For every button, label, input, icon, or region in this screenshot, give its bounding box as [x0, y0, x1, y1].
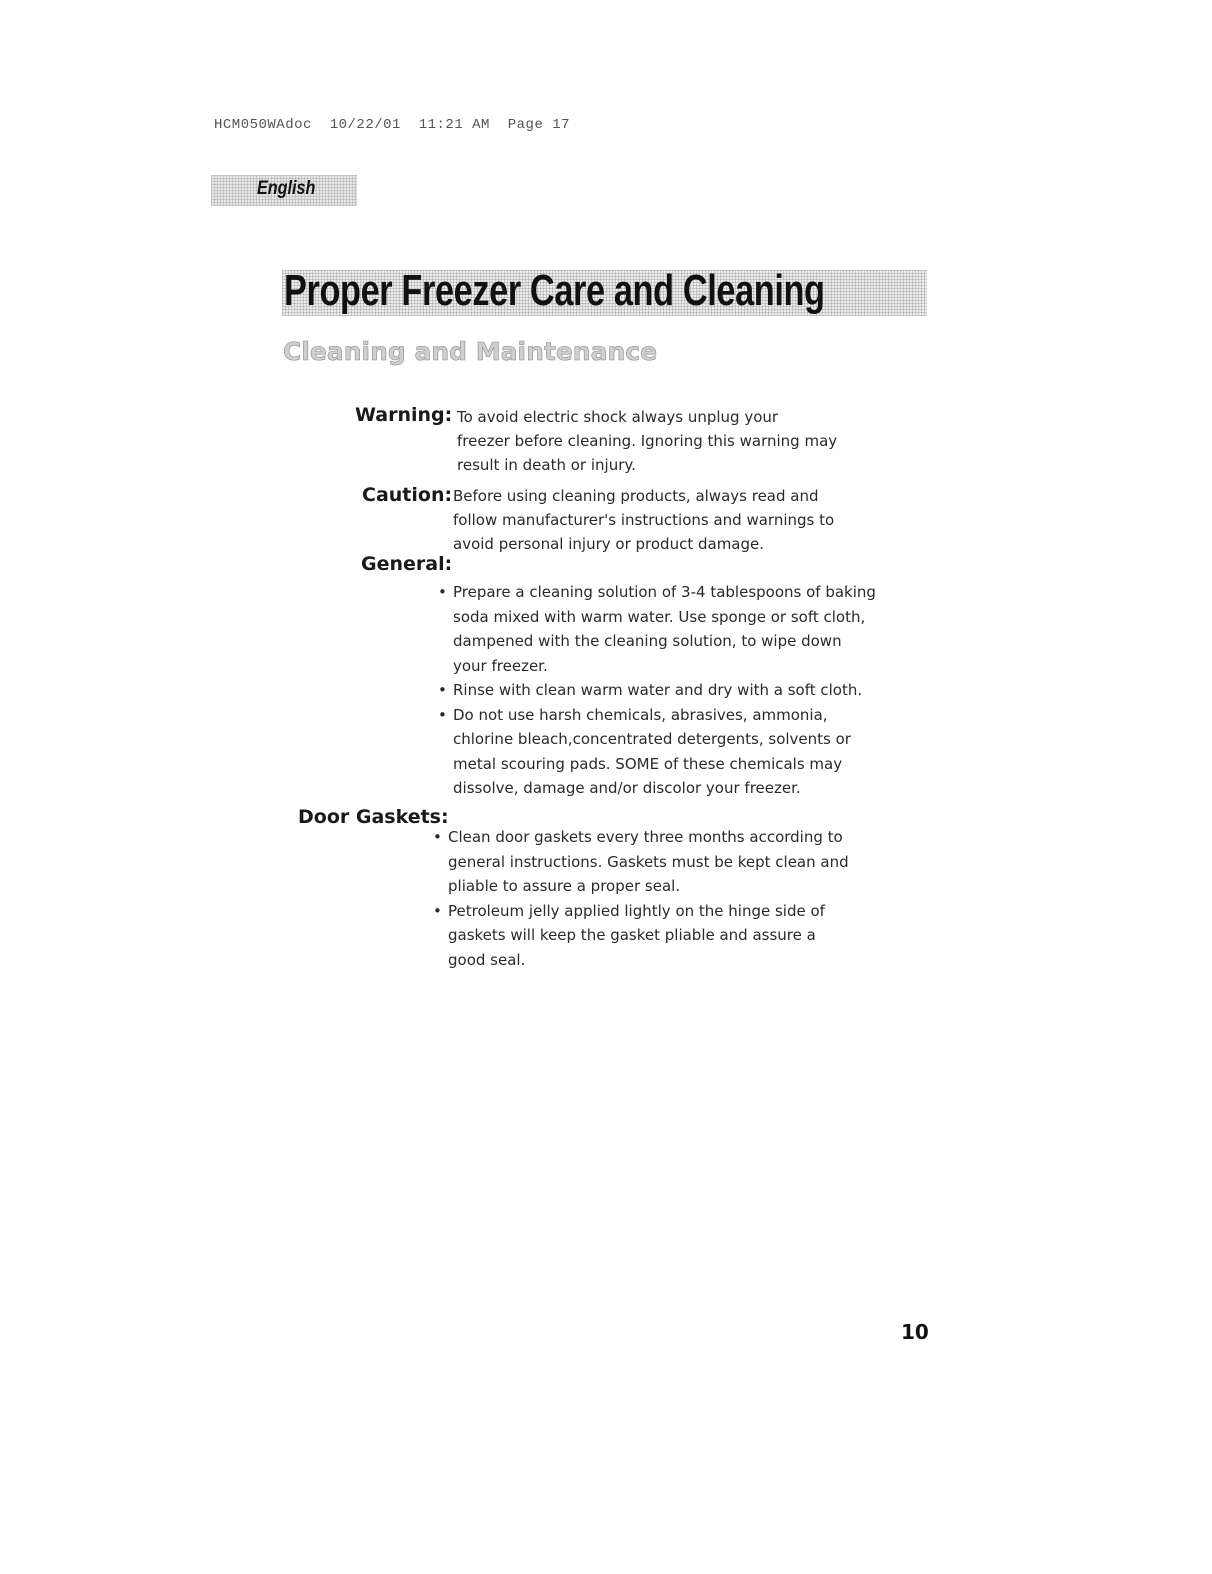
warning-line: result in death or injury.: [457, 456, 636, 474]
door-gaskets-list: [433, 825, 853, 972]
list-item: • Petroleum jelly applied lightly on the hinge side of gaskets will keep the gasket pliable and assure a good seal.: [433, 899, 853, 973]
caution-line: follow manufacturer's instructions and warnings to: [453, 511, 835, 529]
caution-line: avoid personal injury or product damage.: [453, 535, 765, 553]
general-list: [438, 580, 878, 801]
list-item: • Prepare a cleaning solution of 3-4 tablespoons of baking soda mixed with warm water. Use sponge or soft cloth, dampened with the cleaning solution, to wipe down your freezer.: [438, 580, 878, 678]
caution-text: [453, 484, 873, 556]
list-item: • Rinse with clean warm water and dry with a soft cloth.: [438, 678, 878, 703]
caution-label: Caution:: [362, 484, 453, 506]
section-subtitle: Cleaning and Maintenance: [283, 337, 658, 366]
page-title: Proper Freezer Care and Cleaning: [284, 266, 825, 315]
language-tab: [211, 175, 357, 206]
page-number: 10: [901, 1320, 929, 1344]
door-gaskets-label: Door Gaskets:: [298, 806, 449, 828]
file-header: HCM050WAdoc 10/22/01 11:21 AM Page 17: [214, 117, 571, 133]
general-label: General:: [361, 553, 453, 575]
warning-text: [457, 405, 877, 477]
caution-line: Before using cleaning products, always read and: [453, 487, 819, 505]
language-tab-label: English: [257, 178, 316, 199]
warning-label: Warning:: [355, 404, 453, 426]
list-item: • Do not use harsh chemicals, abrasives, ammonia, chlorine bleach,concentrated detergents, solvents or metal scouring pads. SOME of these chemicals may dissolve, damage and/or discolor your freezer.: [438, 703, 878, 801]
warning-line: To avoid electric shock always unplug your: [457, 408, 779, 426]
warning-line: freezer before cleaning. Ignoring this warning may: [457, 432, 838, 450]
list-item: • Clean door gaskets every three months according to general instructions. Gaskets must be kept clean and pliable to assure a proper seal.: [433, 825, 853, 899]
